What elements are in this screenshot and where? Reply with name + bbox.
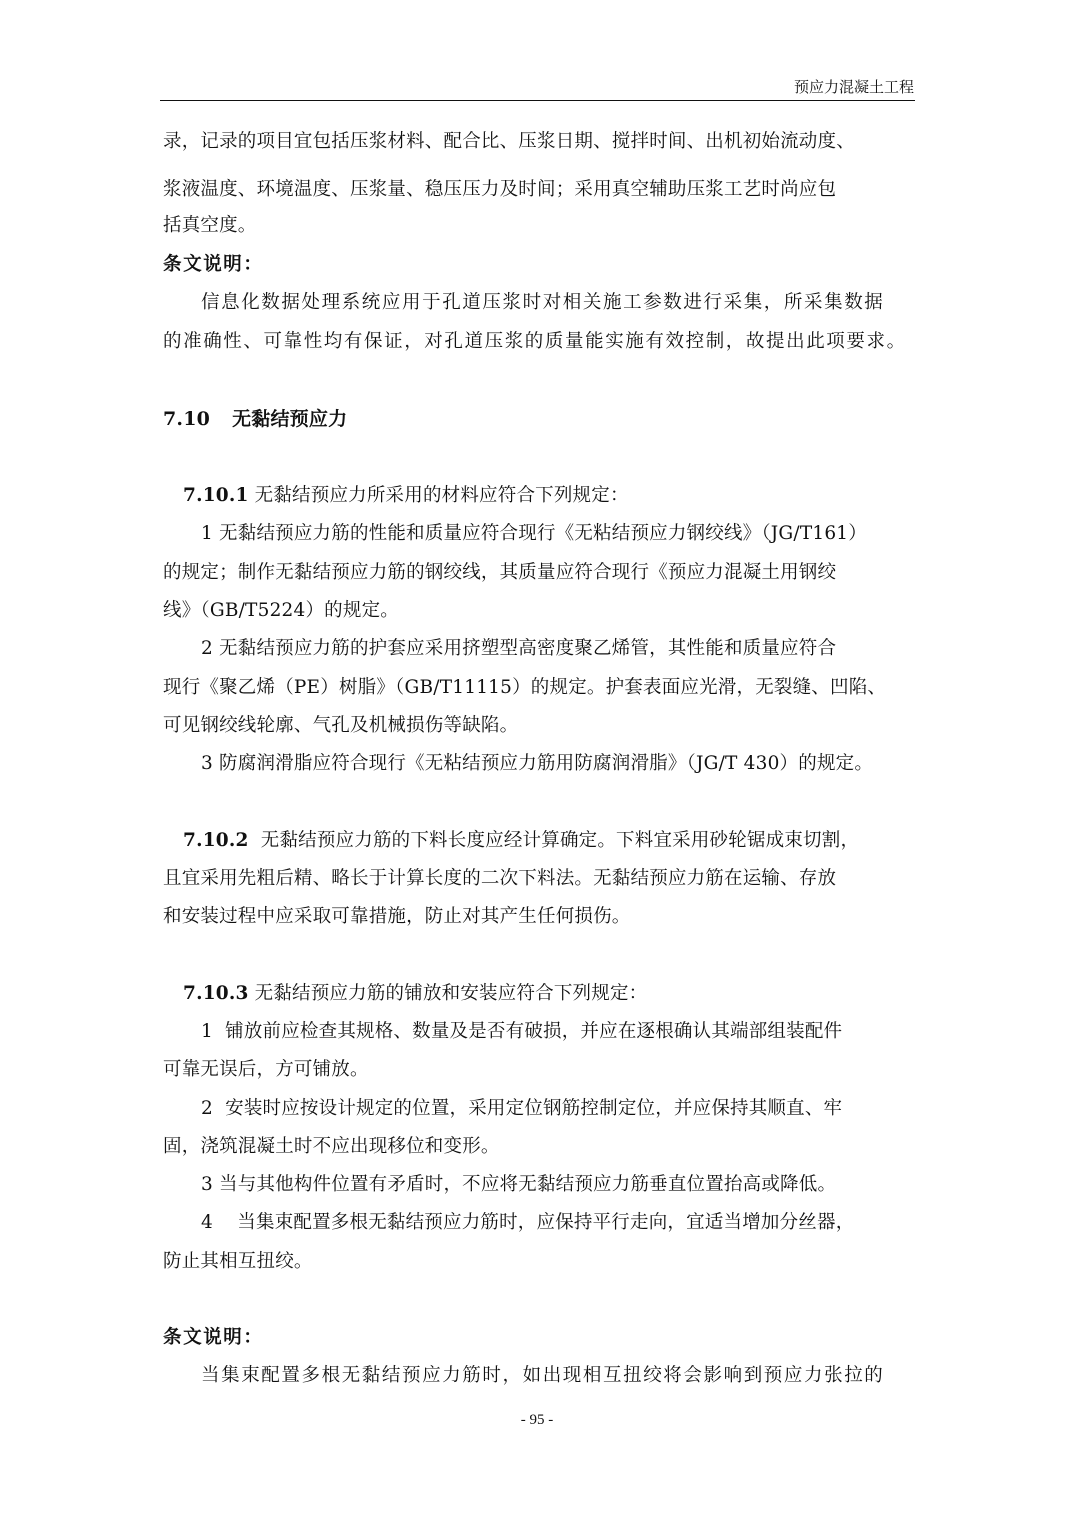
clause-title: 无黏结预应力所采用的材料应符合下列规定： <box>248 485 629 506</box>
section-heading <box>163 407 915 431</box>
explanation-line: 当集束配置多根无黏结预应力筋时，如出现相互扭绞将会影响到预应力张拉的 <box>201 1365 885 1386</box>
clause-text: 无黏结预应力筋的下料长度应经计算确定。下料宜采用砂轮锯成束切割， <box>248 830 860 851</box>
list-item-line: 4 当集束配置多根无黏结预应力筋时，应保持平行走向，宜适当增加分丝器， <box>201 1212 855 1233</box>
clause-number: 7.10.3 <box>183 983 249 1004</box>
clause-number: 7.10.2 <box>183 830 249 851</box>
clause-number: 7.10.1 <box>183 485 249 506</box>
list-item-line: 1 铺放前应检查其规格、数量及是否有破损，并应在逐根确认其端部组装配件 <box>201 1021 843 1042</box>
section-title: 无黏结预应力 <box>232 408 348 430</box>
list-item-line: 防止其相互扭绞。 <box>163 1251 313 1272</box>
list-item-line: 可见钢绞线轮廓、气孔及机械损伤等缺陷。 <box>163 715 519 736</box>
clause-heading <box>183 484 915 508</box>
list-item-line: 可靠无误后，方可铺放。 <box>163 1059 369 1080</box>
list-item-line: 现行《聚乙烯（PE）树脂》（GB/T11115）的规定。护套表面应光滑，无裂缝、凹陷、 <box>163 677 887 698</box>
running-header-title: 预应力混凝土工程 <box>793 78 914 96</box>
list-item-line: 固，浇筑混凝土时不应出现移位和变形。 <box>163 1136 500 1157</box>
paragraph-line: 和安装过程中应采取可靠措施，防止对其产生任何损伤。 <box>163 906 631 927</box>
paragraph-line: 浆液温度、环境温度、压浆量、稳压压力及时间；采用真空辅助压浆工艺时尚应包 <box>163 179 837 200</box>
explanation-label: 条文说明： <box>163 254 264 275</box>
list-item-line: 2 安装时应按设计规定的位置，采用定位钢筋控制定位，并应保持其顺直、牢 <box>201 1098 843 1119</box>
list-item-line: 2 无黏结预应力筋的护套应采用挤塑型高密度聚乙烯管，其性能和质量应符合 <box>201 638 837 659</box>
paragraph-line: 括真空度。 <box>163 215 257 236</box>
paragraph-line: 且宜采用先粗后精、略长于计算长度的二次下料法。无黏结预应力筋在运输、存放 <box>163 868 837 889</box>
section-number: 7.10 <box>163 408 211 430</box>
list-item-line: 1 无黏结预应力筋的性能和质量应符合现行《无粘结预应力钢绞线》（JG/T161） <box>201 523 867 544</box>
list-item-line: 3 防腐润滑脂应符合现行《无粘结预应力筋用防腐润滑脂》（JG/T 430）的规定。 <box>201 753 874 774</box>
list-item-line: 3 当与其他构件位置有矛盾时，不应将无黏结预应力筋垂直位置抬高或降低。 <box>201 1174 837 1195</box>
paragraph-line: 录，记录的项目宜包括压浆材料、配合比、压浆日期、搅拌时间、出机初始流动度、 <box>163 131 855 152</box>
clause-title: 无黏结预应力筋的铺放和安装应符合下列规定： <box>248 983 648 1004</box>
clause-paragraph-first-line <box>183 829 915 853</box>
explanation-line: 的准确性、可靠性均有保证，对孔道压浆的质量能实施有效控制，故提出此项要求。 <box>163 331 907 352</box>
list-item-line: 线》（GB/T5224）的规定。 <box>163 600 399 621</box>
explanation-line: 信息化数据处理系统应用于孔道压浆时对相关施工参数进行采集，所采集数据 <box>201 292 885 313</box>
page-number: - 95 - <box>520 1412 554 1428</box>
clause-heading <box>183 982 915 1006</box>
explanation-label: 条文说明： <box>163 1327 264 1348</box>
list-item-line: 的规定；制作无黏结预应力筋的钢绞线，其质量应符合现行《预应力混凝土用钢绞 <box>163 562 837 583</box>
header-rule <box>160 100 915 101</box>
